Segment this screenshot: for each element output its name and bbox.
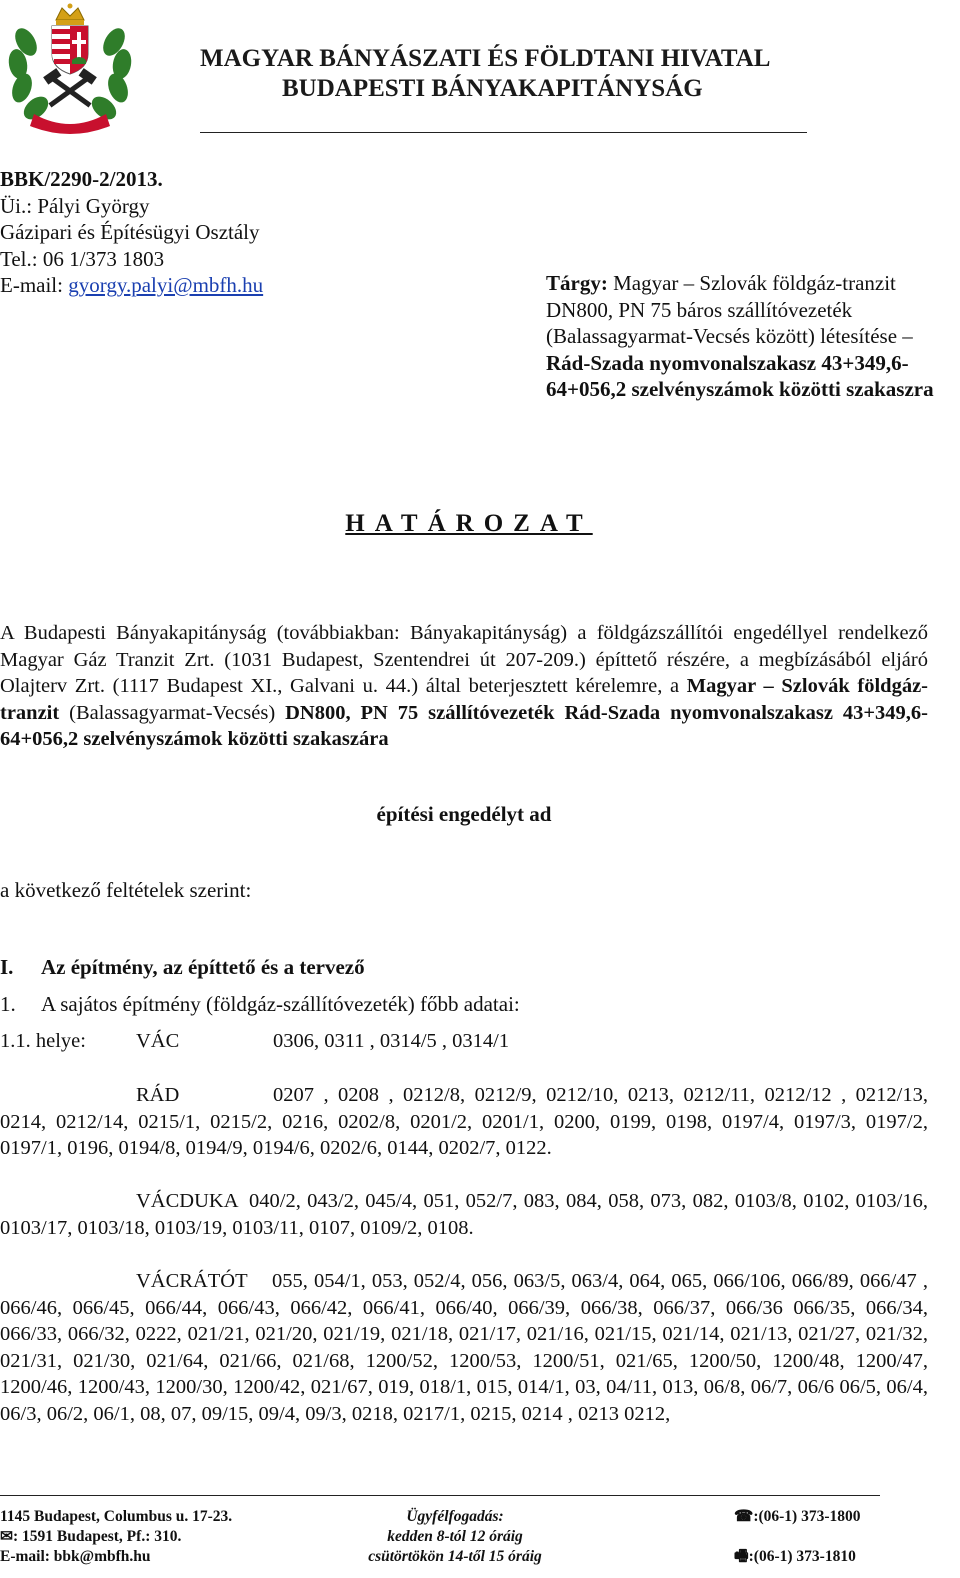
intro-pipeline-section: DN800, PN 75 szállítóvezeték Rád-Szada nyomvonalszakasz 43+349,6-64+056,2 szelvényszámok közötti szakaszára [0,701,928,750]
location-vacratot [0,1268,928,1427]
parcels-vac: 0306, 0311 , 0314/5 , 0314/1 [273,1030,510,1052]
subject-text: Magyar – Szlovák földgáz-tranzit DN800, PN 75 báros szállítóvezeték (Balassagyarmat-Vecsés között) létesítése – [546,271,913,348]
footer-fax-line [734,1547,861,1567]
intro-part3: (Balassagyarmat-Vecsés) [59,701,286,724]
town-rad: RÁD [136,1084,180,1106]
item-heading [0,992,520,1017]
phone-number: Tel.: 06 1/373 1803 [0,246,165,271]
town-vacduka: VÁCDUKA [136,1190,239,1212]
footer-phone-line [734,1507,861,1527]
footer-email: E-mail: bbk@mbfh.hu [0,1548,151,1565]
authority-name: BUDAPESTI BÁNYAKAPITÁNYSÁG [282,75,703,102]
office-hours-line1: kedden 8-tól 12 óráig [387,1528,523,1545]
footer-po-box-line [0,1527,232,1547]
parcels-rad: 0207 , 0208 , 0212/8, 0212/9, 0212/10, 0213, 0212/11, 0212/12 , 0212/13, 0214, 0212/14, 0215/1, 0215/2, 0216, 0202/8, 0201/2, 0201/1, 0200, 0199, 0198, 0197/4, 0197/3, 0197/2, 0197/1, 0196, 0194/8, 0194/9, 0194/6, 0202/6, 0144, 0202/7, 0122. [0,1084,928,1159]
footer-fax: :(06-1) 373-1810 [748,1548,856,1565]
title-text: HATÁROZAT [345,510,593,537]
subject-label: Tárgy: [546,271,608,295]
coat-of-arms-icon [4,2,136,136]
fax-icon: 🖷 [734,1548,749,1565]
email-line [0,272,263,299]
office-hours-line2: csütörtökön 14-től 15 óráig [368,1548,542,1565]
footer-contact [0,1507,232,1567]
town-vacratot: VÁCRÁTÓT [136,1270,248,1292]
intro-paragraph [0,620,928,753]
parcels-vacduka: 040/2, 043/2, 045/4, 051, 052/7, 083, 084, 058, 073, 082, 0103/8, 0102, 0103/16, 0103/17, 0103/18, 0103/19, 0103/11, 0107, 0109/2, 0108. [0,1190,928,1239]
location-vac [0,1028,928,1055]
document-title [0,510,928,538]
subject-block [546,270,951,403]
office-hours-title: Ügyfélfogadás: [406,1508,504,1525]
section-number: I. [0,955,14,979]
location-label: 1.1. helye: [0,1030,86,1052]
organization-header [200,44,810,104]
item-number: 1. [0,992,16,1016]
town-vac: VÁC [136,1030,180,1052]
location-vacduka [0,1188,928,1241]
item-text: A sajátos építmény (földgáz-szállítóvezeték) főbb adatai: [41,992,520,1016]
footer-phone: :(06-1) 373-1800 [753,1508,861,1525]
telephone-icon: ☎ [734,1508,754,1525]
case-handler: Üi.: Pályi György [0,193,150,218]
parcels-vacratot: 055, 054/1, 053, 052/4, 056, 063/5, 063/4, 064, 065, 066/106, 066/89, 066/47 , 066/46, 066/45, 066/44, 066/43, 066/42, 066/41, 066/40, 066/39, 066/38, 066/37, 066/36 066/35, 066/34, 066/33, 066/32, 0222, 021/21, 021/20, 021/19, 021/18, 021/17, 021/16, 021/15, 021/14, 021/13, 021/27, 021/32, 021/31, 021/30, 021/64, 021/66, 021/68, 1200/52, 1200/53, 1200/51, 021/65, 1200/50, 1200/48, 1200/47, 1200/46, 1200/43, 1200/30, 1200/42, 021/67, 019, 018/1, 015, 014/1, 03, 04/11, 013, 06/8, 06/7, 06/6 06/5, 06/4, 06/3, 06/2, 06/1, 08, 07, 09/15, 09/4, 09/3, 0218, 0217/1, 0215, 0214 , 0213 0212, [0,1270,928,1425]
intro-pipeline-name: Magyar – Szlovák földgáz-tranzit [0,675,928,724]
section-heading [0,955,365,980]
footer-phones [734,1507,861,1567]
intro-part1: A Budapesti Bányakapitányság (továbbiakban: Bányakapitányság) a földgázszállítói engedéllyel rendelkező Magyar Gáz Tranzit Zrt. (1031 Budapest, Szentendrei út 207-209.) építtető részére, a megbízásából eljáró Olajterv Zrt. (1117 Budapest XI., Galvani u. 44.) által beterjesztett kérelemre, a [0,622,928,697]
decision-statement: építési engedélyt ad [376,802,552,826]
reference-block [0,166,263,299]
case-number: BBK/2290-2/2013. [0,167,163,191]
footer-address: 1145 Budapest, Columbus u. 17-23. [0,1508,233,1525]
section-title: Az építmény, az építtető és a tervező [41,955,365,979]
subject-section: Rád-Szada nyomvonalszakasz 43+349,6-64+056,2 szelvényszámok közötti szakaszra [546,350,934,401]
organization-name: MAGYAR BÁNYÁSZATI ÉS FÖLDTANI HIVATAL [200,45,771,72]
footer-po-box: : 1591 Budapest, Pf.: 310. [13,1528,182,1545]
email-label: E-mail: [0,273,69,297]
location-rad [0,1082,928,1162]
conditions-intro: a következő feltételek szerint: [0,878,252,902]
envelope-icon: ✉ [0,1528,13,1545]
department: Gázipari és Építésügyi Osztály [0,220,260,244]
footer-office-hours [300,1507,610,1567]
email-link[interactable]: gyorgy.palyi@mbfh.hu [68,273,264,297]
header-divider [200,132,807,133]
footer-divider [0,1495,880,1496]
coat-of-arms-logo [4,2,136,136]
